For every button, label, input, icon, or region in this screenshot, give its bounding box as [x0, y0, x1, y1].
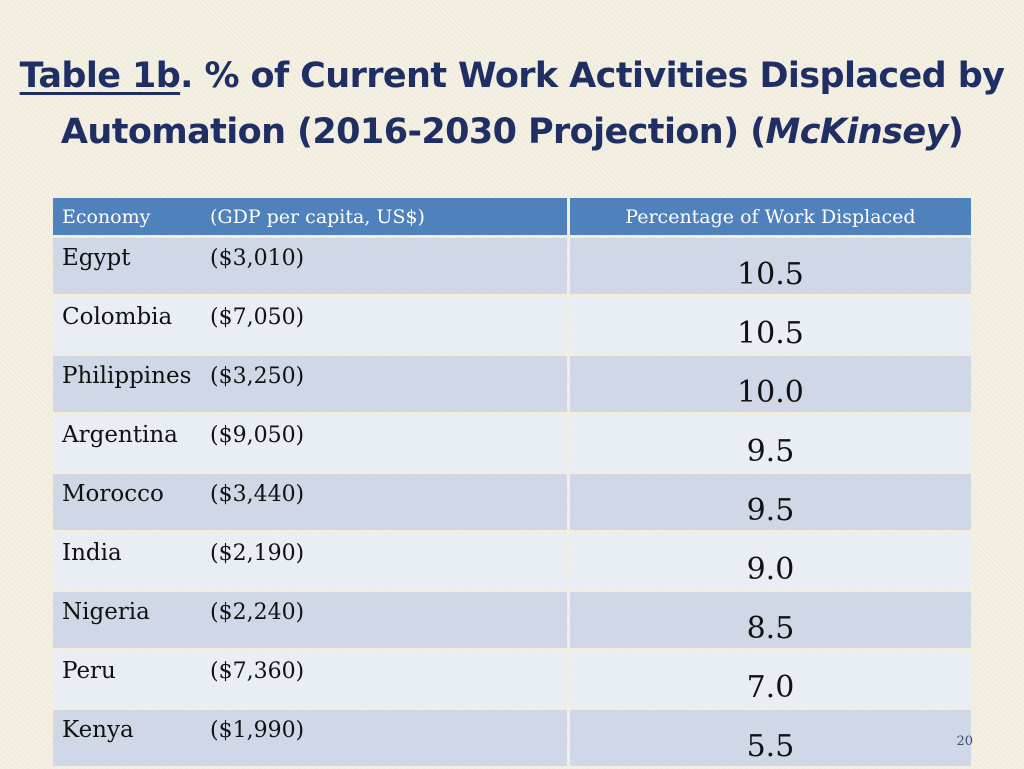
economy-cell [53, 415, 567, 471]
country-name: Morocco [62, 481, 164, 507]
country-name: Philippines [62, 363, 192, 389]
header-percentage: Percentage of Work Displaced [570, 198, 971, 235]
gdp-per-capita: ($3,440) [210, 482, 305, 507]
table-row [53, 356, 971, 412]
table-row [53, 533, 971, 589]
percentage-displaced: 10.5 [570, 297, 971, 353]
economy-cell [53, 356, 567, 412]
table-row [53, 592, 971, 648]
gdp-per-capita: ($3,250) [210, 364, 305, 389]
gdp-per-capita: ($9,050) [210, 423, 305, 448]
gdp-per-capita: ($7,050) [210, 305, 305, 330]
table-header-row [53, 198, 971, 235]
economy-cell [53, 474, 567, 530]
table-row [53, 651, 971, 707]
table-row [53, 474, 971, 530]
economy-cell [53, 651, 567, 707]
country-name: Peru [62, 658, 116, 684]
gdp-per-capita: ($1,990) [210, 718, 305, 743]
table-row [53, 415, 971, 471]
table-row [53, 297, 971, 353]
country-name: Egypt [62, 245, 131, 271]
country-name: Argentina [62, 422, 178, 448]
gdp-per-capita: ($2,240) [210, 600, 305, 625]
header-economy: Economy [62, 205, 151, 228]
economy-cell [53, 533, 567, 589]
percentage-displaced: 10.5 [570, 238, 971, 294]
displacement-table [50, 195, 974, 769]
percentage-displaced: 9.5 [570, 415, 971, 471]
table-row [53, 710, 971, 766]
page-number: 20 [956, 734, 973, 749]
percentage-displaced: 10.0 [570, 356, 971, 412]
country-name: Nigeria [62, 599, 150, 625]
economy-cell [53, 592, 567, 648]
gdp-per-capita: ($3,010) [210, 246, 305, 271]
economy-cell [53, 238, 567, 294]
economy-cell [53, 710, 567, 766]
title-main: . % of Current Work Activities Displaced by Automation (2016-2030 Projection) ( [60, 56, 1005, 152]
title-source: McKinsey [765, 112, 948, 152]
percentage-displaced: 9.0 [570, 533, 971, 589]
table-row [53, 238, 971, 294]
title-label: Table 1b [19, 56, 181, 96]
title-close: ) [947, 112, 964, 152]
gdp-per-capita: ($7,360) [210, 659, 305, 684]
percentage-displaced: 8.5 [570, 592, 971, 648]
header-gdp: (GDP per capita, US$) [210, 205, 425, 228]
economy-cell [53, 297, 567, 353]
country-name: India [62, 540, 122, 566]
percentage-displaced: 9.5 [570, 474, 971, 530]
gdp-per-capita: ($2,190) [210, 541, 305, 566]
percentage-displaced: 7.0 [570, 651, 971, 707]
percentage-displaced: 5.5 [570, 710, 971, 766]
header-economy-cell [53, 198, 567, 235]
country-name: Kenya [62, 717, 134, 743]
slide-title [0, 48, 1024, 160]
country-name: Colombia [62, 304, 173, 330]
